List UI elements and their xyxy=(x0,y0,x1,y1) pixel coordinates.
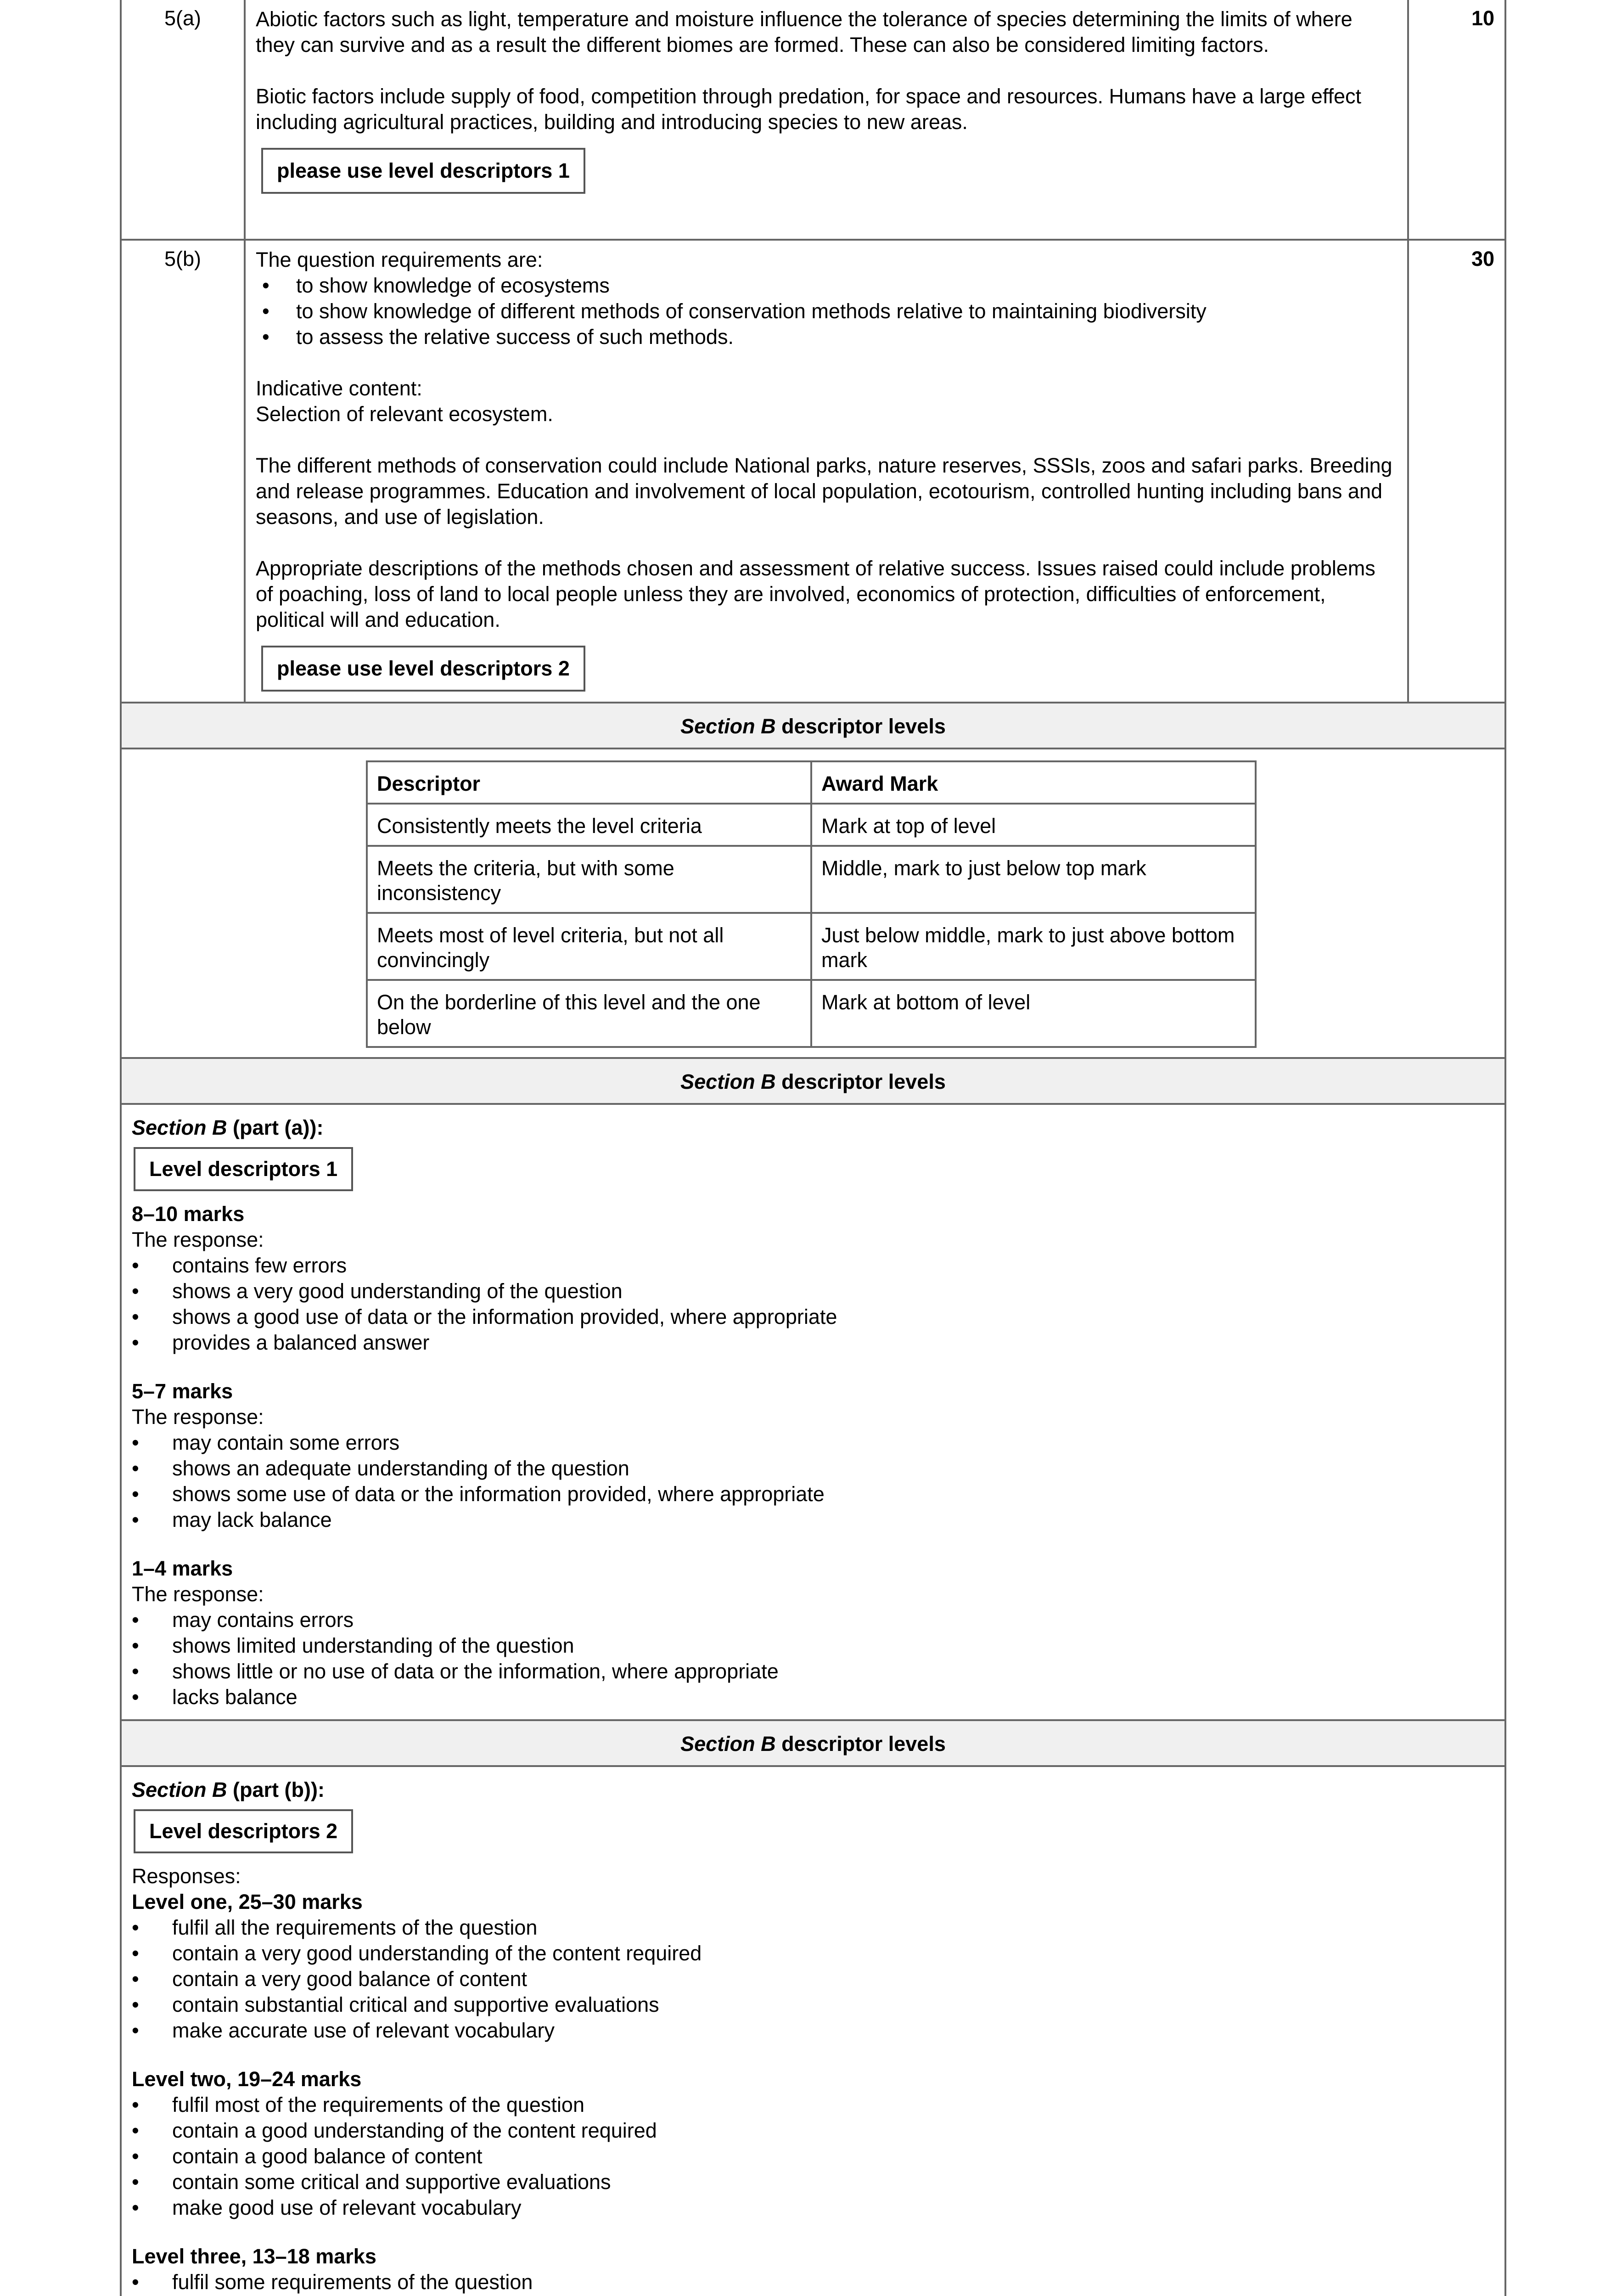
mark-scheme-page xyxy=(120,0,1506,2296)
level-descriptors-label: Level descriptors 2 xyxy=(134,1809,353,1853)
column-header: Award Mark xyxy=(811,761,1256,804)
responses-lead: Responses: xyxy=(132,1864,241,1888)
section-name: Section B xyxy=(680,715,776,738)
level-list xyxy=(132,1915,1494,2043)
band-heading: 8–10 marks xyxy=(132,1202,245,1226)
table-cell: Meets most of level criteria, but not all convincingly xyxy=(367,913,811,980)
requirements-list xyxy=(256,273,1397,350)
band-lead: The response: xyxy=(132,1405,264,1429)
question-number: 5(a) xyxy=(164,6,202,30)
table-header-row xyxy=(367,761,1256,804)
level-descriptors-label: Level descriptors 1 xyxy=(134,1147,353,1191)
table-cell: Middle, mark to just below top mark xyxy=(811,846,1256,913)
section-header xyxy=(120,1059,1506,1105)
list-item: • make accurate use of relevant vocabulary xyxy=(132,2018,1494,2043)
list-item: • contains few errors xyxy=(132,1253,1494,1278)
list-item: • contain substantial critical and supportive evaluations xyxy=(132,1992,1494,2018)
band-heading: 5–7 marks xyxy=(132,1379,233,1403)
table-cell: On the borderline of this level and the one below xyxy=(367,980,811,1047)
table-cell: Just below middle, mark to just above bottom mark xyxy=(811,913,1256,980)
answer-content xyxy=(244,241,1409,702)
descriptor-table-container xyxy=(120,749,1506,1059)
table-cell: Mark at top of level xyxy=(811,804,1256,846)
question-row-5b xyxy=(120,241,1506,703)
answer-paragraph: Biotic factors include supply of food, competition through predation, for space and resources. Humans have a large effect including agricultural practices, building and introducing species to new areas. xyxy=(256,84,1362,134)
list-item: • may lack balance xyxy=(132,1507,1494,1533)
table-row xyxy=(367,804,1256,846)
list-item: • may contains errors xyxy=(132,1607,1494,1633)
section-header-label: descriptor levels xyxy=(775,715,946,738)
band-list xyxy=(132,1253,1494,1356)
list-item: • to show knowledge of different methods of conservation methods relative to maintaining biodiversity xyxy=(256,298,1397,324)
list-item: • contain a good understanding of the content required xyxy=(132,2118,1494,2144)
band-heading: 1–4 marks xyxy=(132,1557,233,1580)
table-row xyxy=(367,846,1256,913)
level-heading: Level three, 13–18 marks xyxy=(132,2245,376,2268)
requirements-intro: The question requirements are: xyxy=(256,248,543,271)
table-cell: Mark at bottom of level xyxy=(811,980,1256,1047)
section-header-label: descriptor levels xyxy=(775,1732,946,1756)
list-item: • lacks balance xyxy=(132,1684,1494,1710)
answer-content xyxy=(244,0,1409,239)
list-item: • contain some critical and supportive evaluations xyxy=(132,2169,1494,2195)
list-item: • contain a good balance of content xyxy=(132,2144,1494,2169)
question-number: 5(b) xyxy=(164,247,202,270)
part-a-levels xyxy=(120,1105,1506,1721)
list-item: • fulfil all the requirements of the question xyxy=(132,1915,1494,1941)
list-item: • to assess the relative success of such methods. xyxy=(256,324,1397,350)
level-descriptor-reference: please use level descriptors 1 xyxy=(261,148,585,194)
indicative-title: Indicative content: xyxy=(256,377,422,400)
level-list xyxy=(132,2269,1494,2296)
level-heading: Level one, 25–30 marks xyxy=(132,1890,363,1913)
table-cell: Meets the criteria, but with some inconsistency xyxy=(367,846,811,913)
part-title xyxy=(132,1777,1494,1803)
list-item: • shows little or no use of data or the information, where appropriate xyxy=(132,1659,1494,1684)
part-title xyxy=(132,1115,1494,1141)
level-descriptor-reference: please use level descriptors 2 xyxy=(261,646,585,692)
list-item: • shows limited understanding of the question xyxy=(132,1633,1494,1659)
answer-paragraph: The different methods of conservation could include National parks, nature reserves, SSSIs, zoos and safari parks. Breeding and release programmes. Education and involvement of local population, ecotourism, controlled hunting including bans and seasons, and use of legislation. xyxy=(256,454,1392,529)
mark-value: 10 xyxy=(1471,6,1494,30)
list-item: • make good use of relevant vocabulary xyxy=(132,2195,1494,2221)
list-item: • to show knowledge of ecosystems xyxy=(256,273,1397,298)
section-header-label: descriptor levels xyxy=(775,1070,946,1093)
band-list xyxy=(132,1607,1494,1710)
column-header: Descriptor xyxy=(367,761,811,804)
list-item: • shows some use of data or the information provided, where appropriate xyxy=(132,1481,1494,1507)
band-lead: The response: xyxy=(132,1582,264,1606)
part-title-section: Section B xyxy=(132,1778,227,1801)
answer-paragraph: Appropriate descriptions of the methods chosen and assessment of relative success. Issues raised could include problems of poaching, loss of land to local people unless they are involved, economics of protection, difficulties of enforcement, political will and education. xyxy=(256,557,1375,631)
list-item: • shows an adequate understanding of the question xyxy=(132,1456,1494,1481)
answer-paragraph: Abiotic factors such as light, temperature and moisture influence the tolerance of species determining the limits of where they can survive and as a result the different biomes are formed. These can also be considered limiting factors. xyxy=(256,7,1353,56)
list-item: • contain a very good balance of content xyxy=(132,1966,1494,1992)
list-item: • fulfil most of the requirements of the question xyxy=(132,2092,1494,2118)
level-list xyxy=(132,2092,1494,2221)
table-row xyxy=(367,980,1256,1047)
question-row-5a xyxy=(120,0,1506,241)
part-title-label: (part (a)): xyxy=(227,1116,324,1139)
section-name: Section B xyxy=(680,1070,776,1093)
list-item: • fulfil some requirements of the question xyxy=(132,2269,1494,2295)
list-item: • provides a balanced answer xyxy=(132,1330,1494,1356)
table-row xyxy=(367,913,1256,980)
table-cell: Consistently meets the level criteria xyxy=(367,804,811,846)
section-name: Section B xyxy=(680,1732,776,1756)
part-title-section: Section B xyxy=(132,1116,227,1139)
band-lead: The response: xyxy=(132,1228,264,1251)
answer-paragraph: Selection of relevant ecosystem. xyxy=(256,402,553,426)
list-item: • may contain some errors xyxy=(132,1430,1494,1456)
band-list xyxy=(132,1430,1494,1533)
list-item: • shows a good use of data or the information provided, where appropriate xyxy=(132,1304,1494,1330)
part-title-label: (part (b)): xyxy=(227,1778,325,1801)
descriptor-table xyxy=(366,760,1257,1048)
mark-value: 30 xyxy=(1471,247,1494,270)
list-item: • contain a very good understanding of the content required xyxy=(132,1941,1494,1966)
list-item: • shows a very good understanding of the question xyxy=(132,1278,1494,1304)
section-header xyxy=(120,1721,1506,1767)
section-header xyxy=(120,703,1506,749)
level-heading: Level two, 19–24 marks xyxy=(132,2067,362,2091)
part-b-levels xyxy=(120,1767,1506,2296)
